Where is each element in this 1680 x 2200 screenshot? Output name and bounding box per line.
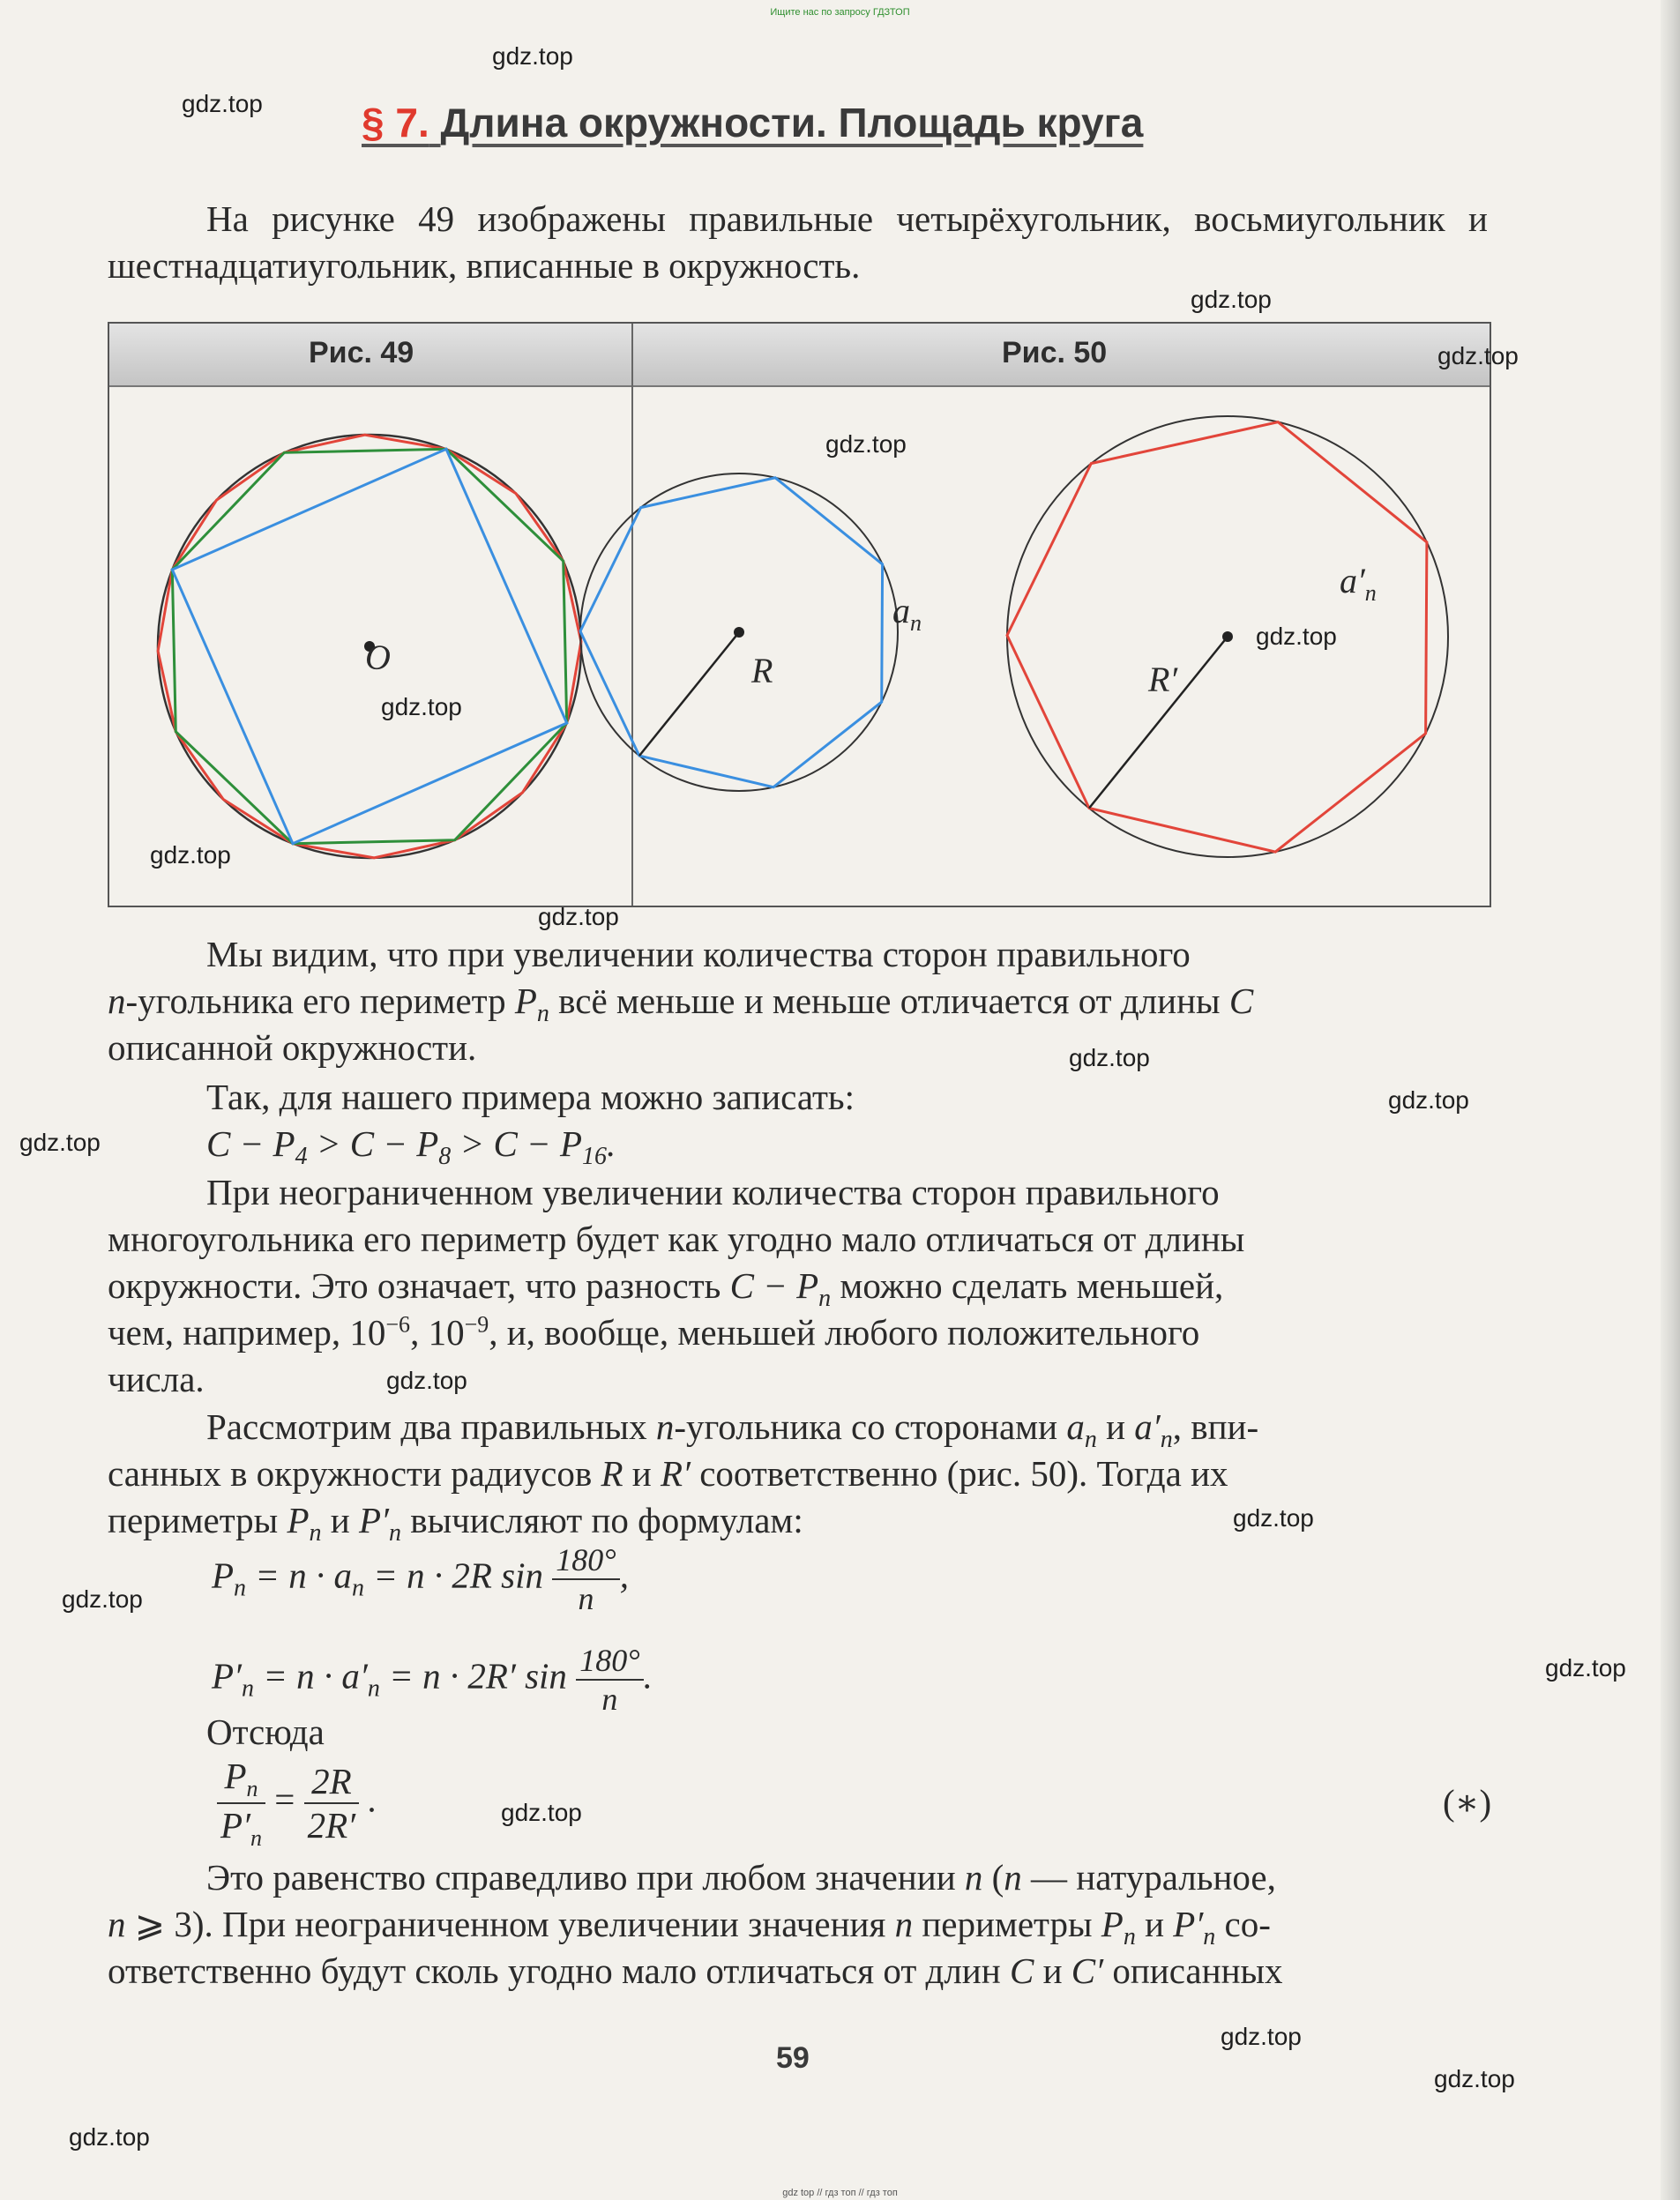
- perimeter-inequality: $C - P_4 > C - P_8 > C - P_{16}$.: [206, 1123, 616, 1171]
- watermark: gdz.top: [492, 42, 573, 70]
- watermark: gdz.top: [1388, 1086, 1469, 1114]
- watermark: gdz.top: [1434, 2065, 1515, 2092]
- fig50-small-center: [734, 627, 744, 638]
- para2-line1: Так, для нашего примера можно записать:: [206, 1077, 855, 1117]
- watermark: gdz.top: [1221, 2023, 1302, 2050]
- fig49-center-label: O: [365, 638, 391, 677]
- watermark: gdz.top: [1069, 1044, 1150, 1071]
- fig50-small-radius: [639, 632, 739, 756]
- watermark: gdz.top: [19, 1129, 101, 1156]
- para3-line4: чем, например, $10^{-6}$, $10^{-9}$, и, вообще, меньшей любого положительного: [108, 1311, 1200, 1353]
- para4-line3: периметры $P_n$ и $P'_n$ вычисляют по формулам:: [108, 1500, 803, 1547]
- bottom-note: gdz top // гдз топ // гдз топ: [782, 2188, 898, 2198]
- watermark: gdz.top: [1233, 1504, 1314, 1532]
- fig49-label: Рис. 49: [309, 336, 414, 369]
- section-number: § 7.: [362, 100, 429, 145]
- para5-line2: n ⩾ 3). При неограниченном увеличении значения n периметры $P_n$ и $P'_n$ со-: [108, 1904, 1271, 1951]
- formula-pn-prime: $P'_n = n \cdot a'_n = n \cdot 2R'$ sin $\frac{180^\circ}{n}$ .: [212, 1643, 653, 1717]
- section-title-text: Длина окружности. Площадь круга: [440, 100, 1144, 145]
- watermark: gdz.top: [501, 1799, 582, 1826]
- para3-line1: При неограниченном увеличении количества сторон правильного: [206, 1172, 1220, 1212]
- watermark: gdz.top: [62, 1585, 143, 1613]
- watermark: gdz.top: [1437, 342, 1519, 369]
- para1-line1: Мы видим, что при увеличении количества сторон правильного: [206, 934, 1191, 974]
- watermark: gdz.top: [69, 2123, 150, 2151]
- watermark: gdz.top: [1545, 1654, 1626, 1682]
- fig50-radius-prime-label: R′: [1148, 660, 1178, 699]
- para3-line3: окружности. Это означает, что разность $C - P_n$ можно сделать меньшей,: [108, 1265, 1224, 1313]
- small-heptagon: [580, 478, 883, 787]
- watermark: gdz.top: [150, 841, 231, 869]
- para5-line1: Это равенство справедливо при любом значении n (n — натуральное,: [206, 1857, 1276, 1898]
- large-heptagon: [1007, 422, 1427, 852]
- fig50-side-label: $a_n$: [892, 591, 922, 636]
- watermark: gdz.top: [381, 693, 462, 720]
- top-search-note: Ищите нас по запросу ГДЗТОП: [770, 7, 910, 18]
- para1-line2: n-угольника его периметр $P_n$ всё меньше и меньше отличается от длины C: [108, 981, 1254, 1028]
- figures-drawing: [109, 324, 1490, 906]
- fig50-label: Рис. 50: [1002, 336, 1108, 369]
- para5-line3: ответственно будут сколь угодно мало отличаться от длин C и C′ описанных: [108, 1950, 1283, 1991]
- otsyuda: Отсюда: [206, 1712, 325, 1752]
- para3-line2: многоугольника его периметр будет как угодно мало отличаться от длины: [108, 1219, 1245, 1259]
- para3-line5: числа.: [108, 1359, 205, 1399]
- para1-line3: описанной окружности.: [108, 1027, 477, 1068]
- watermark: gdz.top: [538, 903, 619, 930]
- para4-line1: Рассмотрим два правильных n-угольника со сторонами $a_n$ и $a'_n$, впи-: [206, 1406, 1259, 1454]
- formula-ratio: $\frac{P_n}{P'_n}$ = $\frac{2R}{2R'}$ .: [217, 1755, 377, 1852]
- watermark: gdz.top: [182, 90, 263, 117]
- watermark: gdz.top: [386, 1367, 467, 1394]
- formula-pn: $P_n = n \cdot a_n = n \cdot 2R$ sin $\frac{180^\circ}{n}$ ,: [212, 1542, 629, 1616]
- watermark: gdz.top: [1191, 286, 1272, 313]
- page-edge: [1661, 0, 1680, 2200]
- section-title: [362, 99, 1143, 146]
- para4-line2: санных в окружности радиусов R и R′ соответственно (рис. 50). Тогда их: [108, 1453, 1228, 1494]
- fig50-large-center: [1222, 631, 1233, 642]
- figures-panel: [108, 322, 1491, 907]
- watermark: gdz.top: [825, 430, 907, 458]
- intro-paragraph: На рисунке 49 изображены правильные четырёхугольник, восьмиугольник и шестнадцатиугольник, вписанные в окружность.: [108, 198, 1488, 286]
- fig50-side-prime-label: $a'_n$: [1340, 561, 1377, 606]
- watermark: gdz.top: [1256, 623, 1337, 650]
- fig50-radius-label: R: [751, 651, 773, 690]
- page-number: 59: [776, 2041, 810, 2075]
- equation-tag: (∗): [1443, 1782, 1492, 1823]
